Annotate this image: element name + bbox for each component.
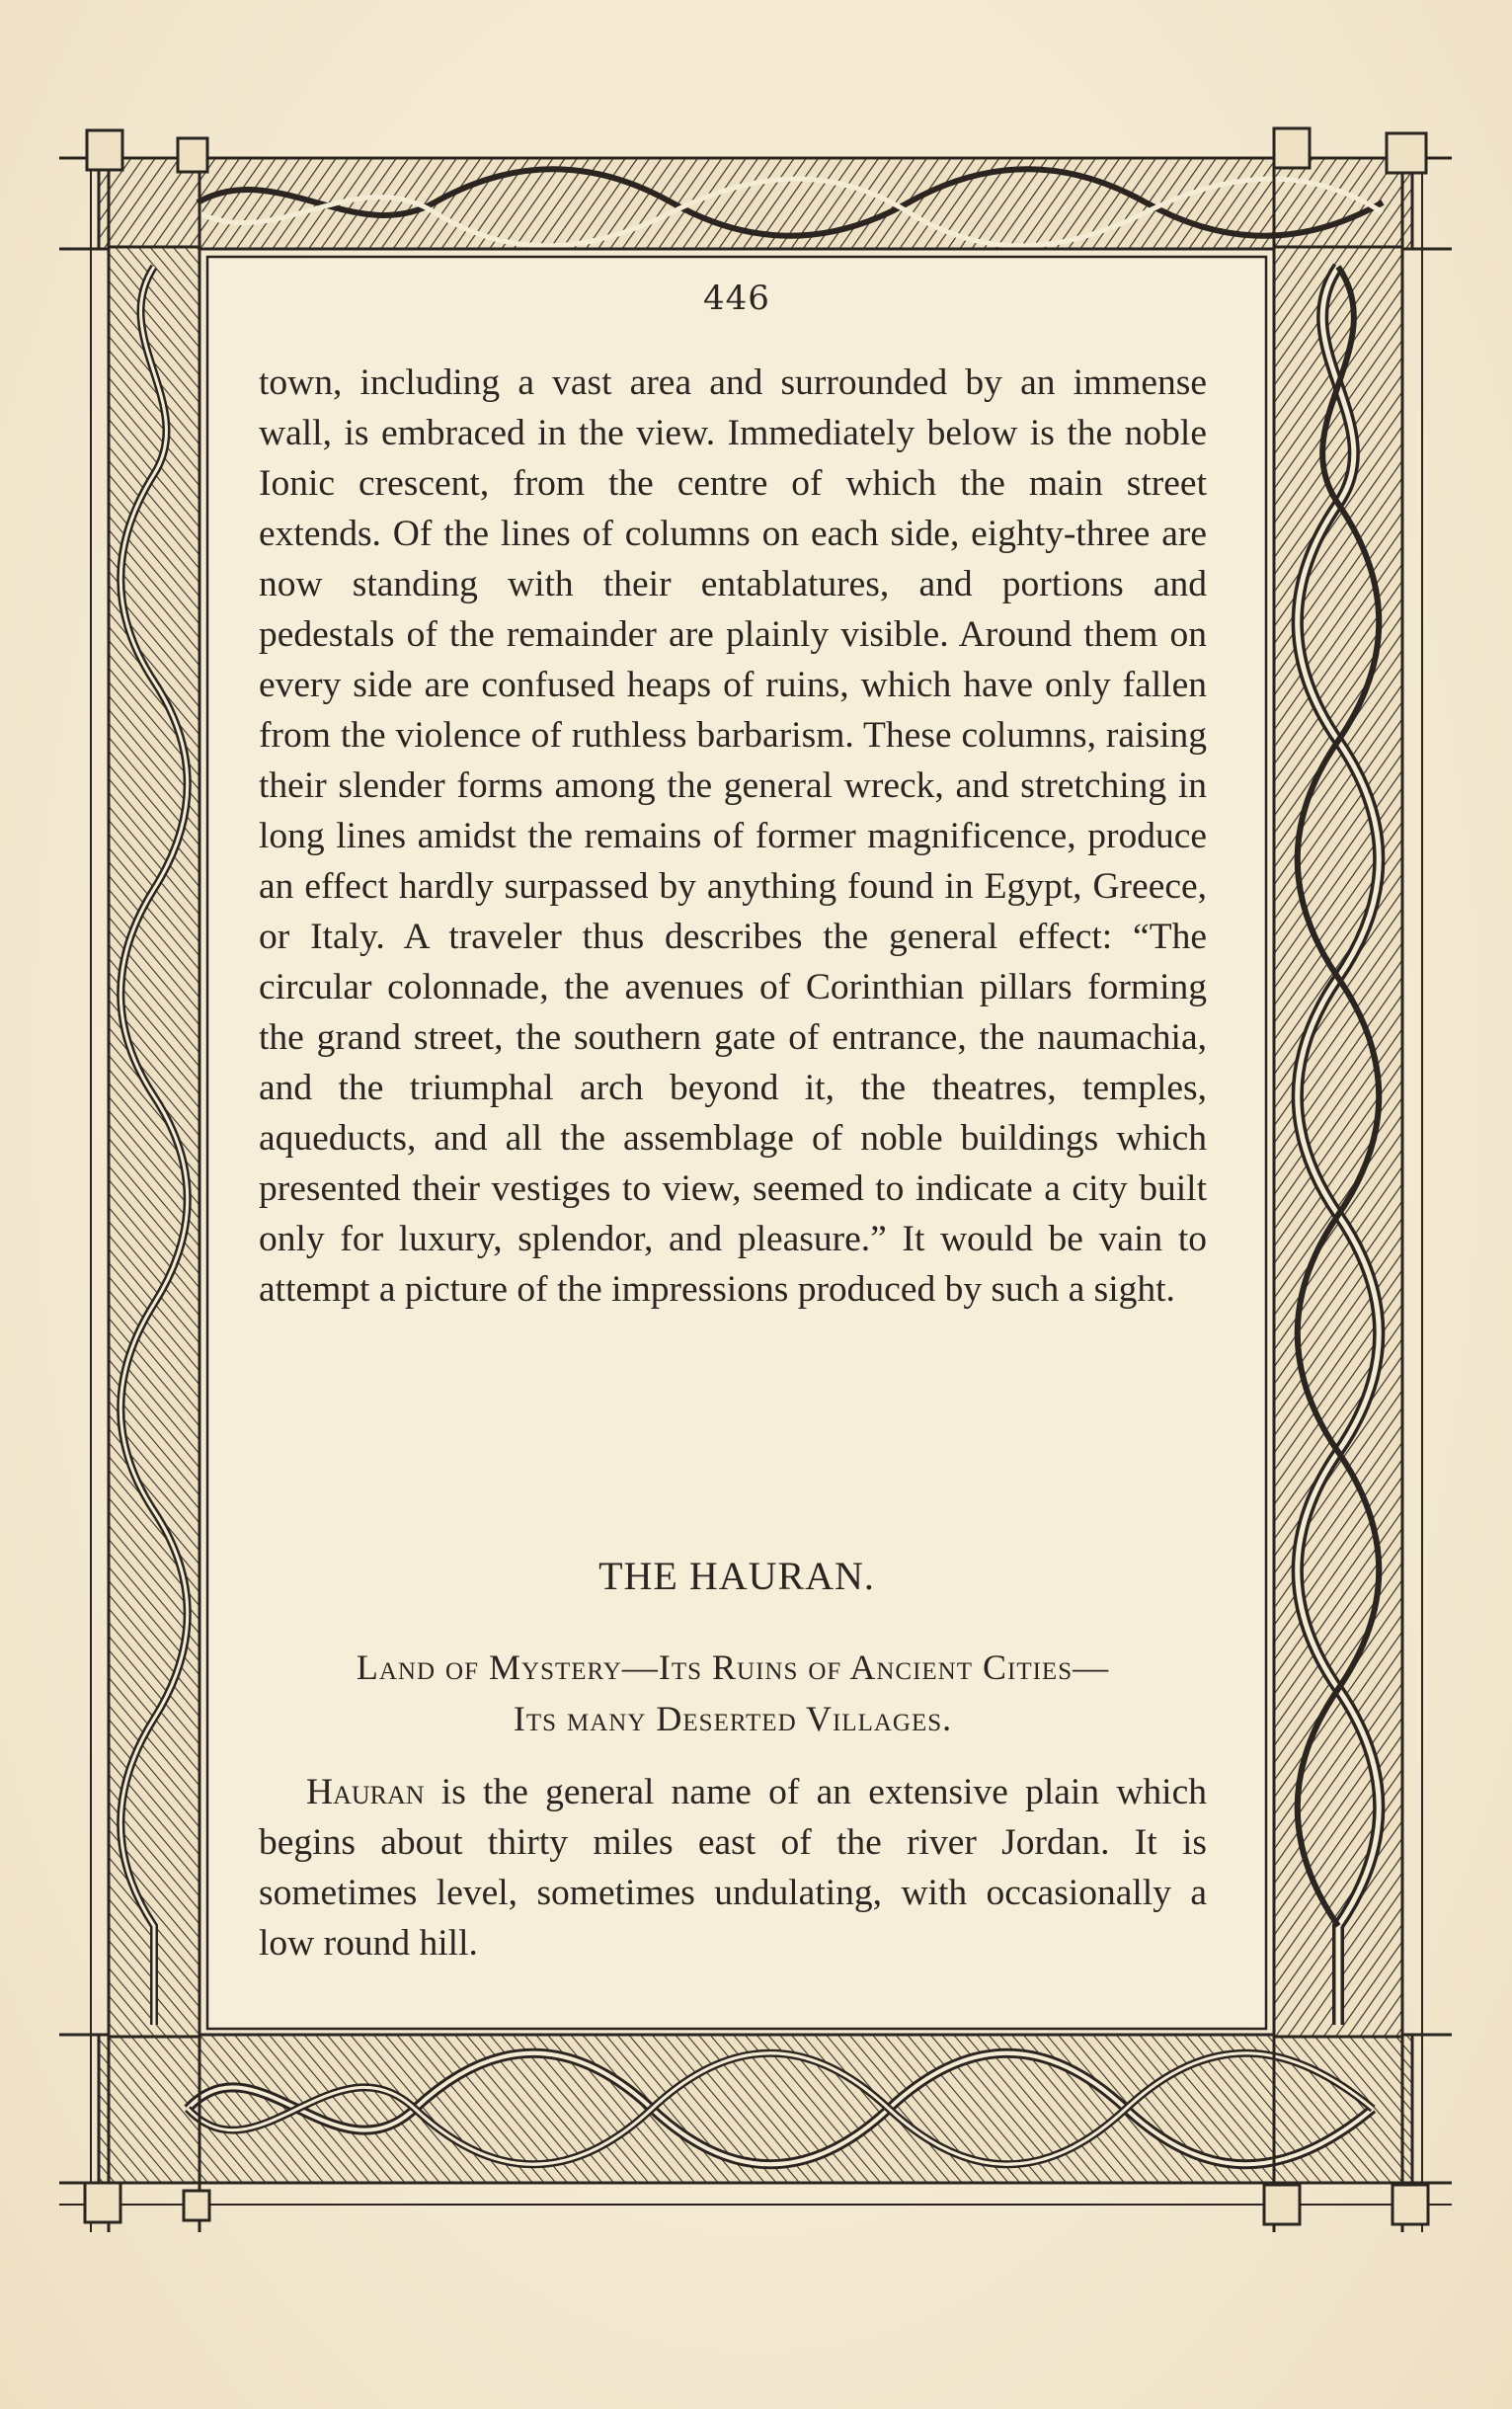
body-paragraph-1: [259, 358, 1207, 1315]
top-border-band: [59, 158, 1452, 249]
paragraph-text: town, including a vast area and surrounded by an immense wall, is embraced in the view. Immediately below is the noble Ionic crescent, from the centre of which the main street extends. Of the lines of columns on each side, eighty-three are now standing with their entablatures, and portions and pedestals of the remainder are plainly visible. Around them on every side are confused heaps of ruins, which have only fallen from the violence of ruthless barbarism. These columns, raising their slender forms among the general wreck, and stretching in long lines amidst the remains of former magnificence, produce an effect hardly surpassed by anything found in Egypt, Greece, or Italy. A traveler thus describes the general effect: “The circular colonnade, the avenues of Corinthian pillars forming the grand street, the southern gate of entrance, the naumachia, and the triumphal arch beyond it, the theatres, temples, aqueducts, and all the assemblage of noble buildings which presented their vestiges to view, seemed to indicate a city built only for luxury, splendor, and pleasure.” It would be vain to attempt a picture of the impressions produced by such a sight.: [259, 362, 1207, 1310]
subtitle-line-2: Its many Deserted Villages.: [513, 1699, 953, 1738]
page-number: 446: [703, 279, 770, 318]
chapter-subtitle: [259, 1642, 1207, 1744]
subtitle-line-1: Land of Mystery—Its Ruins of Ancient Cities—: [356, 1647, 1110, 1687]
corner-knot-bottom-left: [85, 2183, 209, 2222]
body-paragraph-2: [259, 1767, 1207, 1968]
paragraph-2-rest: is the general name of an extensive plain which begins about thirty miles east of the river Jordan. It is sometimes level, sometimes undulating, with occasionally a low round hill.: [259, 1772, 1207, 1964]
text-panel: [209, 259, 1264, 2027]
bottom-border-band: [59, 2035, 1452, 2205]
paragraph-text-2: [259, 1767, 1207, 1968]
section-heading: THE HAURAN.: [598, 1554, 875, 1598]
lead-word: Hauran: [306, 1772, 425, 1812]
right-border-band: [1274, 138, 1422, 2232]
left-border-band: [91, 138, 199, 2232]
